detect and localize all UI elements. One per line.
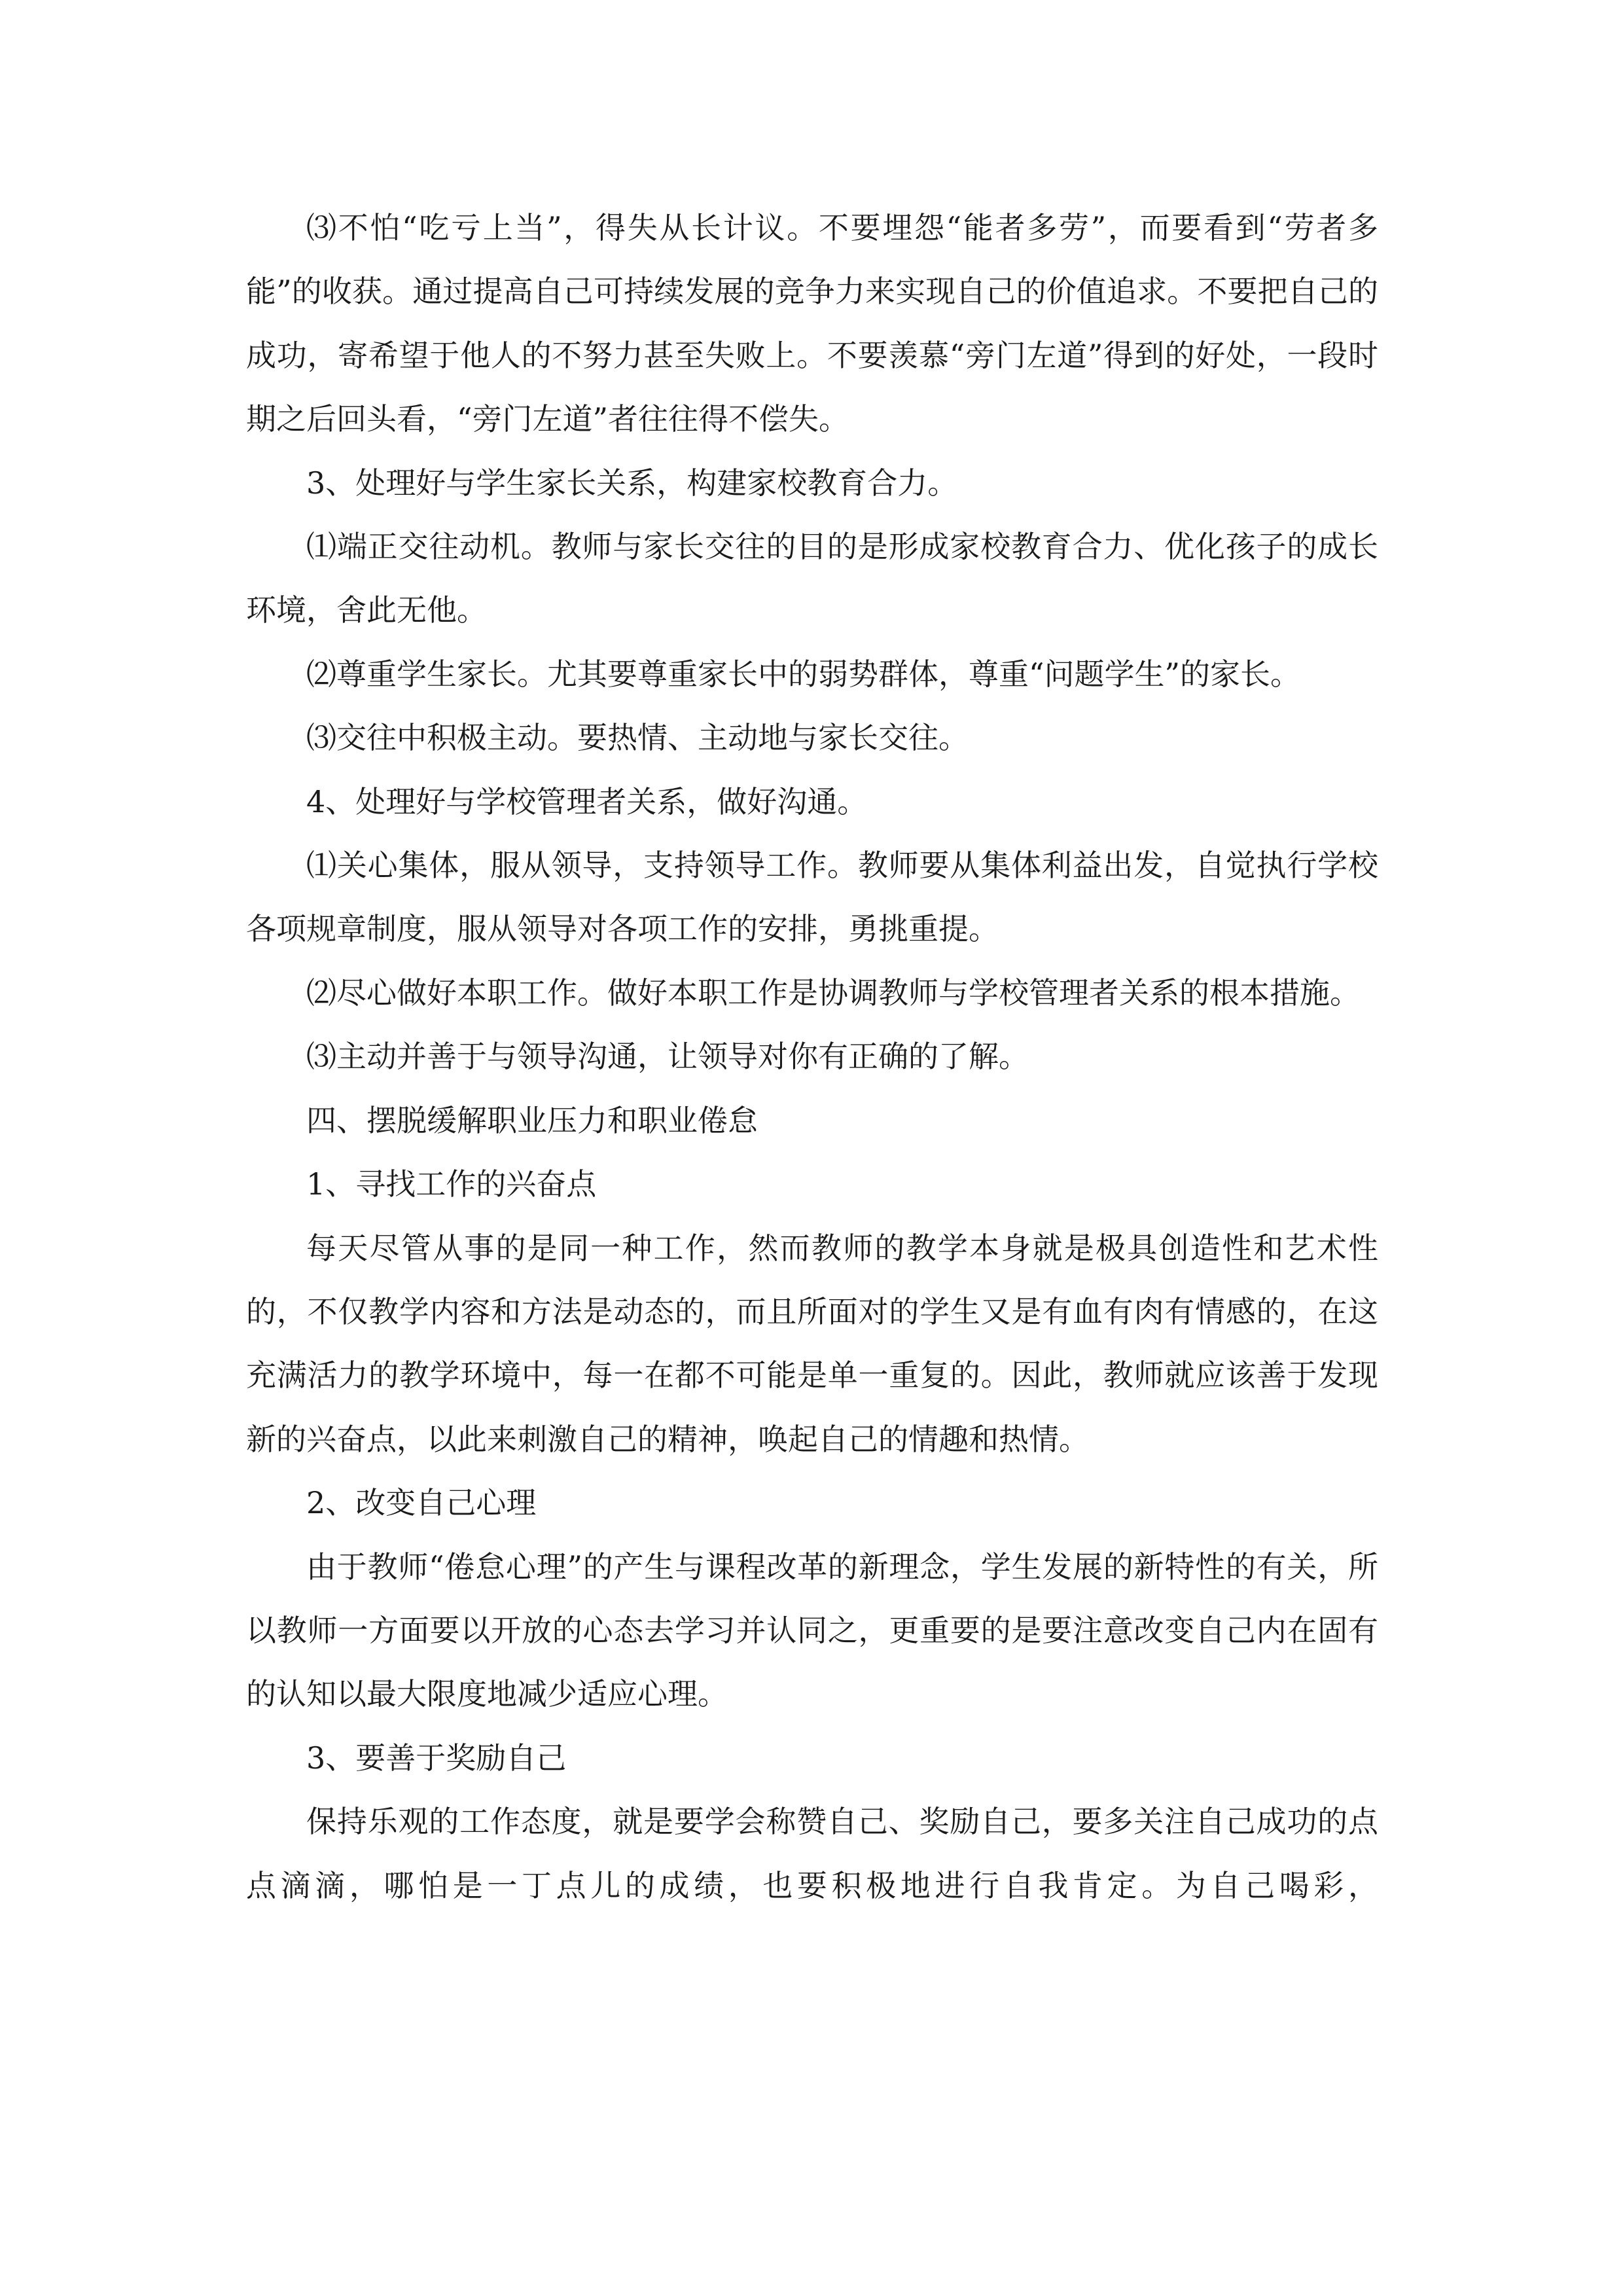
heading-parent-relations: 3、处理好与学生家长关系，构建家校教育合力。 xyxy=(306,465,958,501)
paragraph-find-excitement: 每天尽管从事的是同一种工作，然而教师的教学本身就是极具创造性和艺术性的，不仅教学内容和方法是动态的，而且所面对的学生又是有血有肉有情感的，在这充满活力的教学环境中，每一在都不可能是单一重复的。因此，教师就应该善于发现新的兴奋点，以此来刺激自己的精神，唤起自己的情趣和热情。 xyxy=(246,1230,1378,1457)
paragraph-parent-point-3: ⑶交往中积极主动。要热情、主动地与家长交往。 xyxy=(306,720,969,756)
paragraph-change-mindset: 由于教师“倦怠心理”的产生与课程改革的新理念，学生发展的新特性的有关，所以教师一方面要以开放的心态去学习并认同之，更重要的是要注意改变自己内在固有的认知以最大限度地减少适应心理。 xyxy=(246,1549,1378,1712)
heading-manager-relations: 4、处理好与学校管理者关系，做好沟通。 xyxy=(306,783,868,819)
section-heading-relieve-burnout: 四、摆脱缓解职业压力和职业倦怠 xyxy=(306,1102,758,1138)
paragraph-parent-point-1: ⑴端正交往动机。教师与家长交往的目的是形成家校教育合力、优化孩子的成长环境，舍此无他。 xyxy=(246,529,1378,628)
paragraph-manager-point-2: ⑵尽心做好本职工作。做好本职工作是协调教师与学校管理者关系的根本措施。 xyxy=(306,975,1360,1011)
paragraph-point-3-no-fear-of-loss: ⑶不怕“吃亏上当”，得失从长计议。不要埋怨“能者多劳”，而要看到“劳者多能”的收获。通过提高自己可持续发展的竞争力来实现自己的价值追求。不要把自己的成功，寄希望于他人的不努力甚至失败上。不要羡慕“旁门左道”得到的好处，一段时期之后回头看，“旁门左道”者往往得不偿失。 xyxy=(246,210,1378,437)
paragraph-manager-point-1: ⑴关心集体，服从领导，支持领导工作。教师要从集体利益出发，自觉执行学校各项规章制度，服从领导对各项工作的安排，勇挑重提。 xyxy=(246,848,1378,947)
document-body xyxy=(246,196,1378,1918)
subheading-find-excitement: 1、寻找工作的兴奋点 xyxy=(306,1166,597,1202)
paragraph-manager-point-3: ⑶主动并善于与领导沟通，让领导对你有正确的了解。 xyxy=(306,1039,1029,1075)
subheading-change-mindset: 2、改变自己心理 xyxy=(306,1485,537,1521)
paragraph-parent-point-2: ⑵尊重学生家长。尤其要尊重家长中的弱势群体，尊重“问题学生”的家长。 xyxy=(306,656,1301,692)
subheading-reward-yourself: 3、要善于奖励自己 xyxy=(306,1740,567,1776)
paragraph-reward-yourself: 保持乐观的工作态度，就是要学会称赞自己、奖励自己，要多关注自己成功的点点滴滴，哪怕是一丁点儿的成绩，也要积极地进行自我肯定。为自己喝彩， xyxy=(246,1804,1378,1903)
